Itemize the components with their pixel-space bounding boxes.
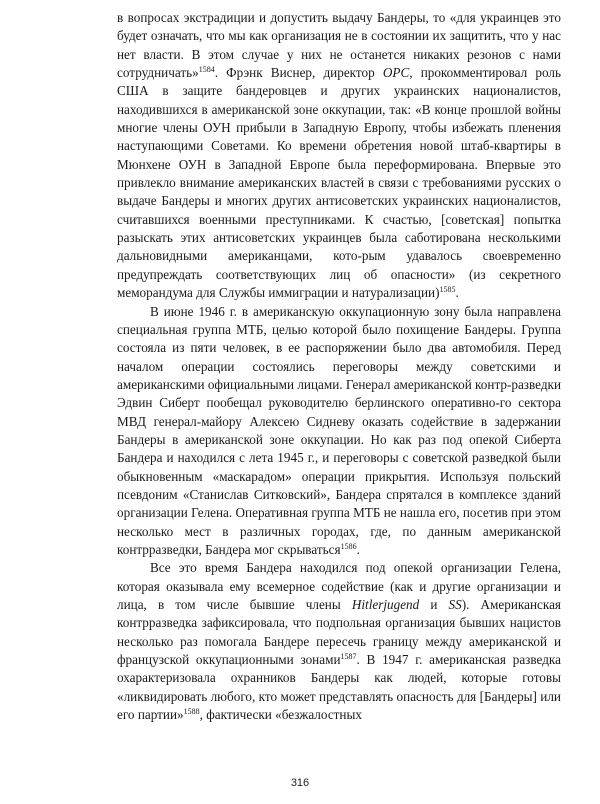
footnote-ref: 1584 xyxy=(198,65,215,75)
footnote-ref: 1588 xyxy=(183,707,200,717)
footnote-ref: 1585 xyxy=(439,285,456,295)
paragraph-gehlen-organization xyxy=(117,559,561,724)
italic-run: ОРС, xyxy=(382,65,413,81)
text-run: . Фрэнк Виснер, директор xyxy=(214,65,383,81)
text-run: в вопросах экстрадиции и допустить выдачу Бандеры, то «для украинцев это будет означать, что мы как организация не в состоянии их защитить, что у нас нет власти. В этом случае у них не останется никаких резонов с нами сотрудничать» xyxy=(117,10,561,81)
text-run: ). Американская контрразведка зафиксировала, что подпольная организация бывших нацистов несколько раз помогала Бандере пересечь границу между американской и французской оккупационными зонами xyxy=(117,597,561,668)
text-run: прокомментировал роль США в защите бандеровцев и других украинских националистов, находившихся в американской зоне оккупации, так: «В конце прошлой войны многие члены ОУН прибыли в Западную Европу, чтобы избежать пленения наступающими Советами. Ко времени обретения новой штаб-квартиры в Мюнхене ОУН в Западной Европе была переформирована. Впервые это привлекло внимание американских властей в связи с требованиями русских о выдаче Бандеры и многих других антисоветских украинских националистов, считавшихся военными преступниками. К счастью, [советская] попытка разыскать этих антисоветских украинцев была саботирована несколькими дальновидными американцами, кото-рым удавалось своевременно предупреждать соответствующих лиц об опасности» (из секретного меморандума для Службы иммиграции и натурализации) xyxy=(117,65,561,301)
text-run: Все это время Бандера находился под опекой организации Гелена, которая оказывала ему всемерное содействие (как и другие организации и лица, в том числе бывшие члены xyxy=(117,560,561,612)
text-run: и xyxy=(419,597,449,612)
paragraph-mtb-group xyxy=(117,303,561,560)
footnote-ref: 1587 xyxy=(340,652,357,662)
footnote-ref: 1586 xyxy=(340,541,357,551)
body-text xyxy=(117,9,561,724)
paragraph-extradition xyxy=(117,9,561,303)
text-run: , фактически «безжалостных xyxy=(199,707,362,723)
text-run: . В 1947 г. американская разведка охарактеризовала охранников Бандеры как людей, которые готовы «ликвидировать любого, кто может представлять опасность для [Бандеры] или его партии» xyxy=(117,652,561,723)
text-run: . xyxy=(356,541,360,557)
italic-run: SS xyxy=(448,597,462,612)
text-run: . xyxy=(455,285,459,301)
italic-run: Hitlerjugend xyxy=(351,597,420,612)
page-number: 316 xyxy=(290,777,310,789)
text-run: В июне 1946 г. в американскую оккупационную зону была направлена специальная группа МТБ, целью которой было похищение Бандеры. Группа состояла из пяти человек, в ее распоряжении было два автомобиля. Перед началом операции состоялись переговоры между советскими и американскими официальными лицами. Генерал американской контр-разведки Эдвин Сиберт пообещал руководителю берлинского оперативно-го сектора МВД генерал-майору Алексею Сидневу оказать содействие в задержании Бандеры в американской зоне оккупации. Но как раз под опекой Сиберта Бандера и находился с лета 1945 г., и переговоры с советской разведкой были обыкновенным «маскарадом» операции прикрытия. Используя польский псевдоним «Станислав Ситковский», Бандера спрятался в комплексе зданий организации Гелена. Оперативная группа МТБ не нашла его, посетив при этом несколько мест в различных городах, где, по данным американской контрразведки, Бандера мог скрываться xyxy=(117,303,562,557)
